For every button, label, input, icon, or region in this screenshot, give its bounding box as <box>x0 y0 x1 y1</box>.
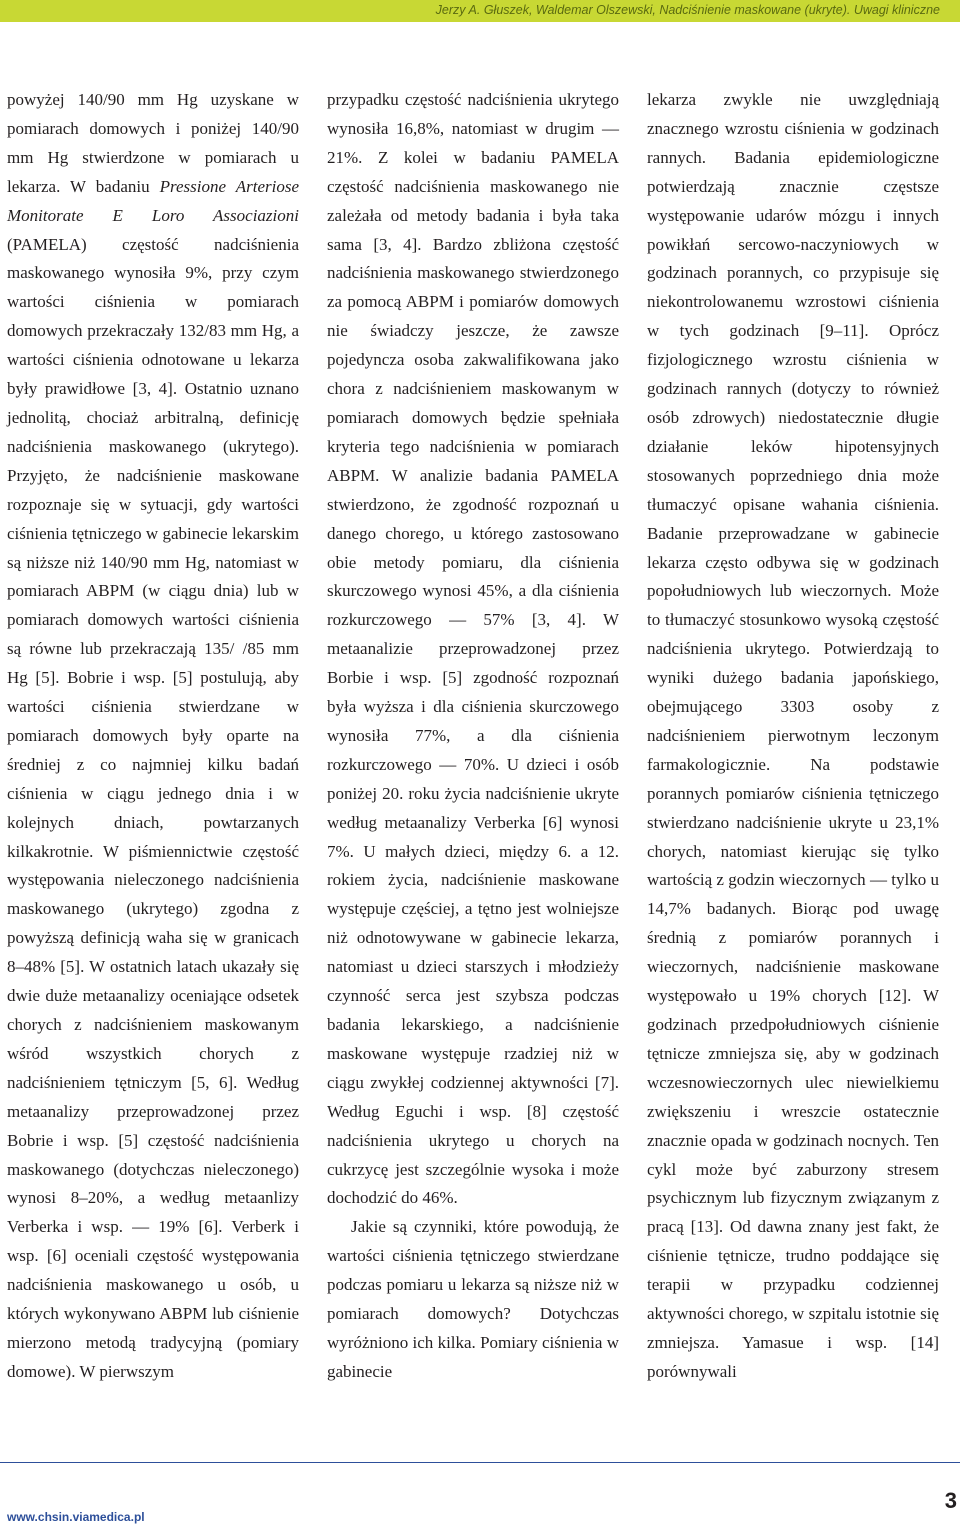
text-segment: lekarza zwykle nie uwzględniają znacznego wzrostu ciśnienia w godzinach rannych. Badania epidemiologiczne potwierdzają znacznie częstsze występowanie udarów mózgu i innych powikłań sercowo-naczyniowych w godzinach porannych, co przypisuje się niekontrolowanemu wzrostowi ciśnienia w tych godzinach [9–11]. Oprócz fizjologicznego wzrostu ciśnienia w godzinach rannych (dotyczy to również osób zdrowych) niedostatecznie długie działanie leków hipotensyjnych stosowanych poprzedniego dnia może tłumaczyć opisane wahania ciśnienia. Badanie przeprowadzane w gabinecie lekarza często odbywa się w godzinach popołudniowych lub wieczornych. Może to tłumaczyć stosunkowo wysoką częstość nadciśnienia ukrytego. Potwierdzają to wyniki dużego badania japońskiego, obejmującego 3303 osoby z nadciśnieniem pierwotnym leczonym farmakologicznie. Na podstawie porannych pomiarów ciśnienia tętniczego stwierdzano nadciśnienie ukryte u 23,1% chorych, natomiast kierując się tylko wartością z godzin wieczornych — tylko u 14,7% badanych. Biorąc pod uwagę średnią z pomiarów porannych i wieczornych, nadciśnienie maskowane występowało u 19% chorych [12]. W godzinach przedpołudniowych ciśnienie tętnicze zmniejsza się, aby w godzinach wczesnowieczornych ulec niewielkiemu zwiększeniu i wreszcie ostatecznie znacznie opada w godzinach nocnych. Ten cykl może być zaburzony stresem psychicznym lub fizycznym związanym z pracą [13]. Od dawna znany jest fakt, że ciśnienie tętnicze, trudno poddające się terapii w przypadku codziennej aktywności chorego, w szpitalu istotnie się zmniejsza. Yamasue i wsp. [14] porównywali <box>647 90 939 1381</box>
text-column-2 <box>327 86 619 1387</box>
paragraph <box>327 86 619 1213</box>
header-accent-bar <box>0 0 960 22</box>
text-segment: przypadku częstość nadciśnienia ukrytego wynosiła 16,8%, natomiast w drugim — 21%. Z kolei w badaniu PAMELA częstość nadciśnienia maskowanego nie zależała od metody badania i była taka sama [3, 4]. Bardzo zbliżona częstość nadciśnienia maskowanego stwierdzonego za pomocą ABPM i pomiarów domowych nie świadczy jeszcze, że zawsze pojedyncza osoba zakwalifikowana jako chora z nadciśnieniem maskowanym w pomiarach domowych będzie spełniała kryteria tego nadciśnienia w pomiarach ABPM. W analizie badania PAMELA stwierdzono, że zgodność rozpoznań u danego chorego, u którego zastosowano obie metody pomiaru, dla ciśnienia skurczowego wynosi 45%, a dla ciśnienia rozkurczowego — 57% [3, 4]. W metaanalizie przeprowadzonej przez Borbie i wsp. [5] zgodność rozpoznań była wyższa i dla ciśnienia skurczowego wynosiła 77%, a dla ciśnienia rozkurczowego — 70%. U dzieci i osób poniżej 20. roku życia nadciśnienie ukryte według metaanalizy Verberka [6] wynosi 7%. U małych dzieci, między 6. a 12. rokiem życia, nadciśnienie maskowane występuje częściej, a tętno jest wolniejsze niż odnotowywane w gabinecie lekarza, natomiast u dzieci starszych i młodzieży czynność serca jest szybsza podczas badania lekarskiego, a nadciśnienie maskowane występuje rzadziej niż w ciągu zwykłej codziennej aktywności [7]. Według Eguchi i wsp. [8] częstość nadciśnienia ukrytego u chorych na cukrzycę jest szczególnie wysoka i może dochodzić do 46%. <box>327 90 619 1208</box>
text-segment: powyżej 140/90 mm Hg uzyskane w pomiarach domowych i poniżej 140/90 mm Hg stwierdzone w pomiarach u lekarza. W badaniu <box>7 90 299 196</box>
text-segment: Jakie są czynniki, które powodują, że wartości ciśnienia tętniczego stwierdzane podczas pomiaru u lekarza są niższe niż w pomiarach domowych? Dotychczas wyróżniono ich kilka. Pomiary ciśnienia w gabinecie <box>327 1217 619 1381</box>
footer-rule <box>0 1462 960 1463</box>
page-number: 3 <box>944 1488 957 1513</box>
text-column-3 <box>647 86 939 1387</box>
paragraph <box>647 86 939 1387</box>
running-head: Jerzy A. Głuszek, Waldemar Olszewski, Nadciśnienie maskowane (ukryte). Uwagi kliniczne <box>435 3 940 17</box>
text-segment: (PAMELA) częstość nadciśnienia maskowanego wynosiła 9%, przy czym wartości ciśnienia w pomiarach domowych przekraczały 132/83 mm Hg, a wartości ciśnienia odnotowane u lekarza były prawidłowe [3, 4]. Ostatnio uznano jednolitą, chociaż arbitralną, definicję nadciśnienia maskowanego (ukrytego). Przyjęto, że nadciśnienie maskowane rozpoznaje się w sytuacji, gdy wartości ciśnienia tętniczego w gabinecie lekarskim są niższe niż 140/90 mm Hg, natomiast w pomiarach ABPM (w ciągu dnia) lub w pomiarach domowych wartości ciśnienia są równe lub przekraczają 135/ /85 mm Hg [5]. Bobrie i wsp. [5] postulują, aby wartości ciśnienia stwierdzane w pomiarach domowych były oparte na średniej z co najmniej kilku badań ciśnienia w ciągu jednego dnia i w kolejnych dniach, powtarzanych kilkakrotnie. W piśmiennictwie częstość występowania nieleczonego nadciśnienia maskowanego (ukrytego) zgodna z powyższą definicją waha się w granicach 8–48% [5]. W ostatnich latach ukazały się dwie duże metaanalizy oceniające odsetek chorych z nadciśnieniem maskowanym wśród wszystkich chorych z nadciśnieniem tętniczym [5, 6]. Według metaanalizy przeprowadzonej przez Bobrie i wsp. [5] częstość nadciśnienia maskowanego (dotychczas nieleczonego) wynosi 8–20%, a według metaanlizy Verberka i wsp. — 19% [6]. Verberk i wsp. [6] oceniali częstość występowania nadciśnienia maskowanego u osób, u których wykonywano ABPM lub ciśnienie mierzono metodą tradycyjną (pomiary domowe). W pierwszym <box>7 234 299 1381</box>
paragraph <box>7 86 299 1387</box>
footer-url-link[interactable]: www.chsin.viamedica.pl <box>7 1510 145 1524</box>
paragraph <box>327 1213 619 1386</box>
text-column-1 <box>7 86 299 1387</box>
italic-text-segment: Pressione Arteriose Monitorate E Loro Associazioni <box>7 176 299 225</box>
